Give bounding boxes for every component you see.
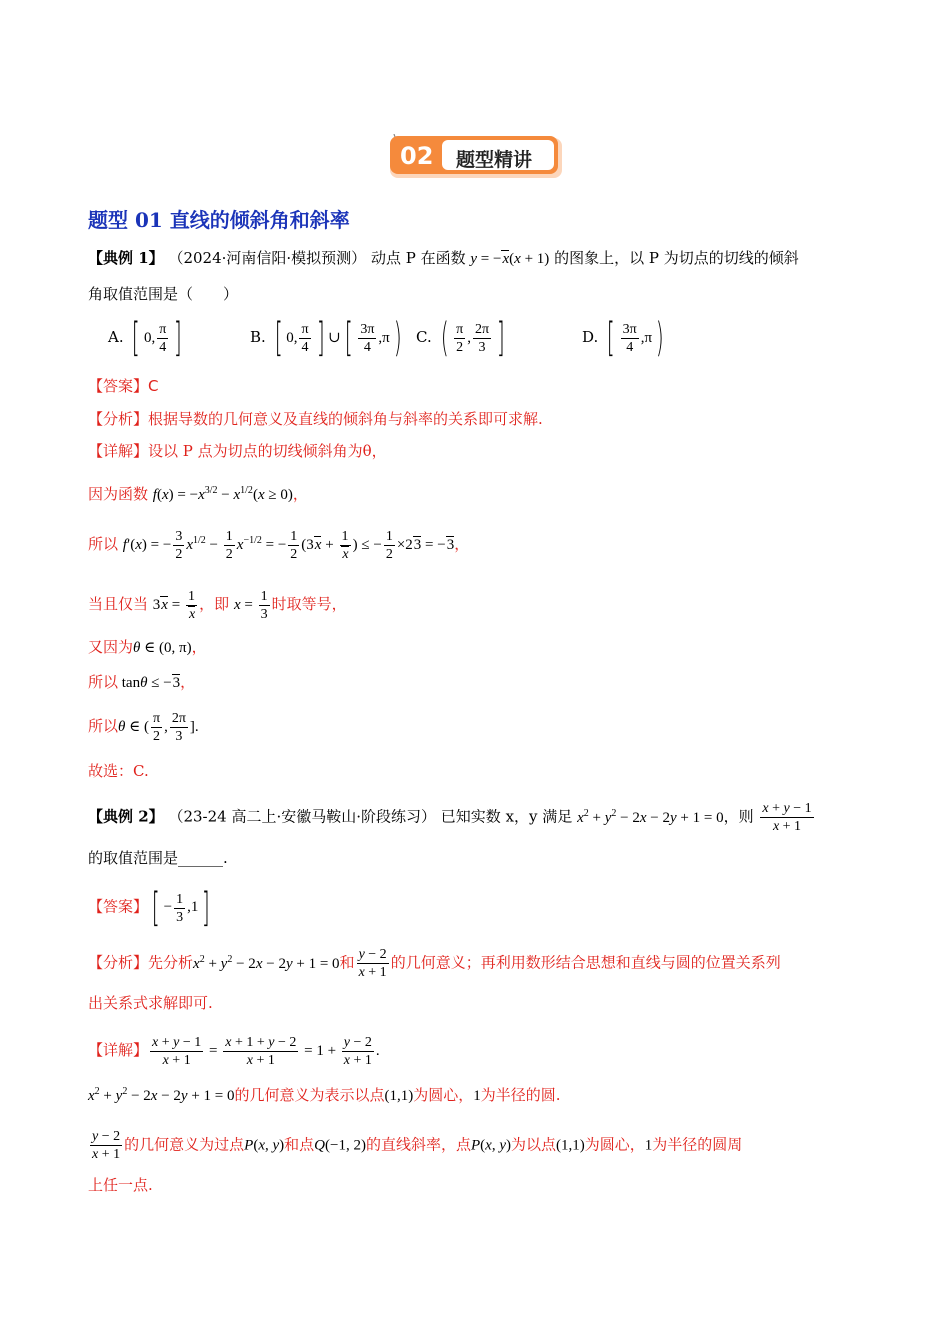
section-title: 题型 01 直线的倾斜角和斜率 (88, 208, 350, 232)
option-c: C. ( $\frac{\pi}{2}$ , $\frac{2\pi}{3}$ ] (416, 315, 505, 361)
example2-detail-2: $x^2 + y^2 - 2x - 2y + 1 = 0$的几何意义为表示以点(1,1)为圆心，1为半径的圆. (88, 1086, 561, 1104)
example1-detail-2: 因为函数 $f(x) = -x^{3/2} - x^{1/2}(x \ge 0)$， (88, 485, 308, 503)
example2-stem-c: 的取值范围是______. (88, 849, 228, 867)
example2-detail-3: $\frac{y - 2}{x + 1}$ 的几何意义为过点P(x, y)和点Q(−1, 2)的直线斜率，点P(x, y)为以点(1,1)为圆心，1为半径的圆周 (92, 1129, 743, 1162)
example2-analysis-d: 出关系式求解即可. (88, 994, 213, 1012)
option-b: B. [ 0, $\frac{\pi}{4}$ ] ∪[ $\frac{3\pi}{4}$ ,π) (250, 315, 402, 361)
example1-source: （2024·河南信阳·模拟预测） (168, 249, 367, 267)
example1-detail-3: 所以 f′(x) = − $\frac{3}{2}$ $x^{1/2}$ − $\frac{1}{2}$ $x^{-1/2}$ = − $\frac{1}{2}$ (3x + $\frac{1}{x}$ ) ≤ − $\frac{1}{2}$ ×23 = −3， (88, 529, 470, 562)
section-badge (390, 134, 564, 180)
example1-detail-5: 又因为θ ∈ (0, π)， (88, 638, 207, 656)
badge-title: 题型精讲 (456, 149, 533, 171)
example1-stem-b: 的图象上，以 P 为切点的切线的倾斜 (554, 249, 799, 267)
example1-function: y = −x(x + 1) (470, 251, 550, 267)
example1-detail-7: 所以θ ∈ ( $\frac{\pi}{2}$ , $\frac{2\pi}{3}$ ]. (88, 711, 199, 744)
example2-stem: 【典例 2】 （23-24 高二上·安徽马鞍山·阶段练习） 已知实数 x，y 满足 $x^2 + y^2 - 2x - 2y + 1 = 0$，则 $\frac{x + y - 1}{x + 1}$ (88, 801, 812, 834)
example1-detail-1: 【详解】设以 P 点为切点的切线倾斜角为θ， (88, 442, 387, 460)
example2-detail-1: 【详解】 $\frac{x + y - 1}{x + 1}$ = $\frac{x + 1 + y - 2}{x + 1}$ = 1 + $\frac{y - 2}{x + 1}$ . (88, 1035, 380, 1068)
example2-detail-3g: 上任一点. (88, 1176, 153, 1194)
option-a: A. [ 0, $\frac{\pi}{4}$ ] (108, 315, 183, 361)
example1-detail-6: 所以 tanθ ≤ −3， (88, 673, 196, 691)
example1-analysis: 【分析】根据导数的几何意义及直线的倾斜角与斜率的关系即可求解. (88, 410, 543, 428)
example2-answer: 【答案】[ − $\frac{1}{3}$ ,1] (88, 885, 211, 931)
example2-analysis: 【分析】先分析$x^2 + y^2 - 2x - 2y + 1 = 0$和 $\frac{y - 2}{x + 1}$ 的几何意义；再利用数形结合思想和直线与圆的位置关系列 (88, 947, 781, 980)
example1-stem (88, 248, 799, 269)
example1-stem-a: 动点 P 在函数 (370, 249, 466, 267)
example1-answer: 【答案】C (88, 377, 159, 395)
example1-stem-c: 角取值范围是（ ） (88, 285, 239, 303)
example1-tag: 【典例 1】 (88, 249, 164, 267)
example1-detail-4: 当且仅当 3x = $\frac{1}{x}$ ，即 x = $\frac{1}{3}$ 时取等号， (88, 589, 347, 622)
option-d: D. [ $\frac{3\pi}{4}$ ,π) (582, 315, 664, 361)
example1-conclusion: 故选：C. (88, 762, 149, 780)
badge-number: 02 (400, 142, 434, 170)
